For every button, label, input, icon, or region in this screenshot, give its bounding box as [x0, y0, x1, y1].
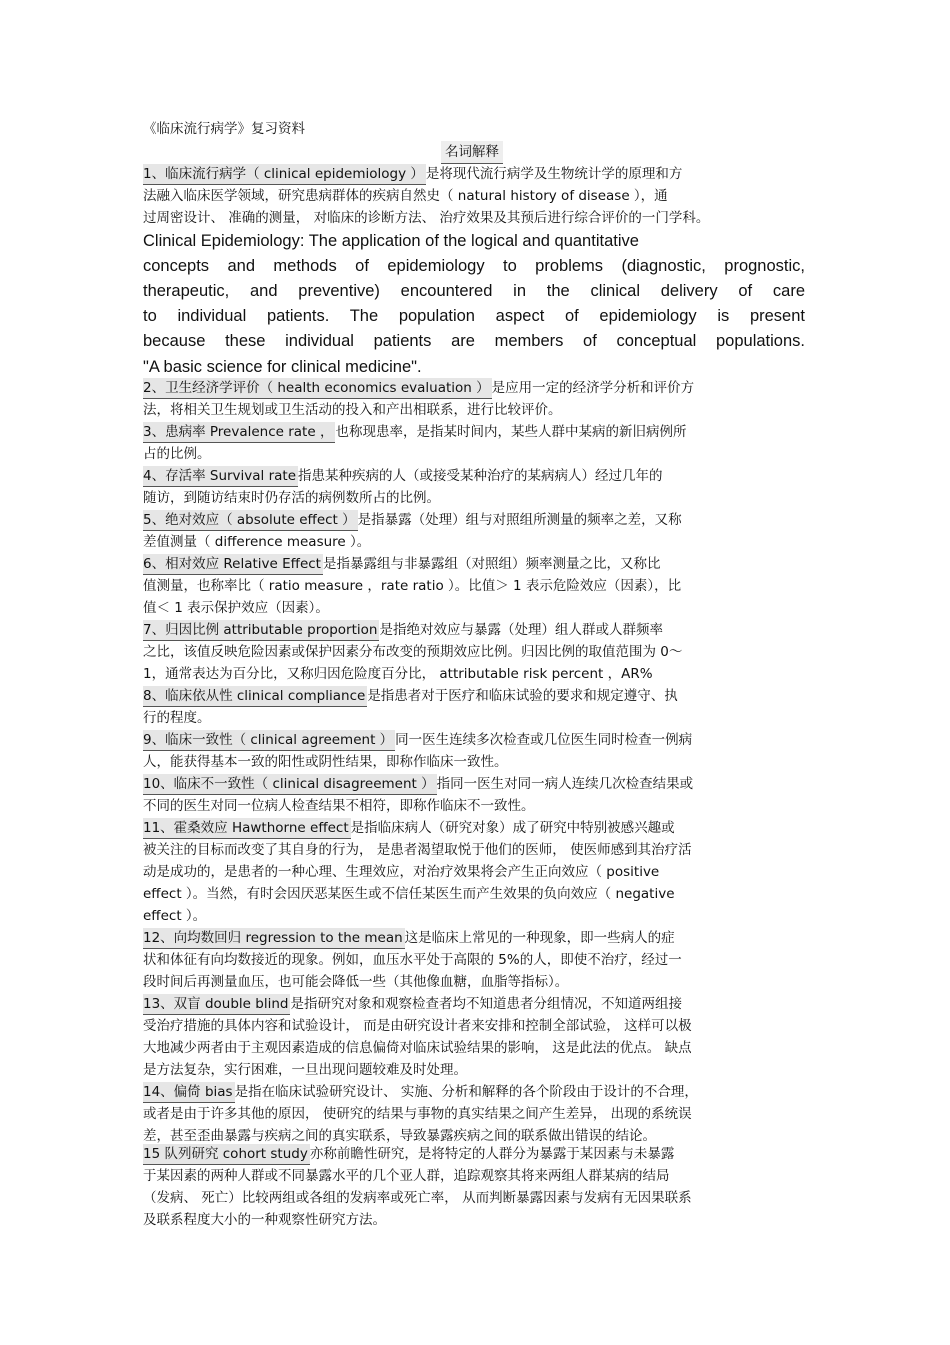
- term-definition-text: 是指患者对于医疗和临床试验的要求和规定遵守、执: [367, 688, 678, 704]
- term-heading: 1、临床流行病学（ clinical epidemiology ）: [143, 164, 426, 185]
- term-entry-line: [143, 377, 808, 399]
- body-text-line: [143, 487, 808, 509]
- term-definition-text: 占的比例。: [143, 446, 211, 462]
- body-text-line: [143, 1209, 808, 1231]
- term-definition-text: 及联系程度大小的一种观察性研究方法。: [143, 1212, 386, 1228]
- term-definition-text: 大地减少两者由于主观因素造成的信息偏倚对临床试验结果的影响， 这是此法的优点。 缺点: [143, 1040, 692, 1056]
- body-text-line: [143, 185, 808, 207]
- term-definition-text: 或者是由于许多其他的原因， 使研究的结果与事物的真实结果之间产生差异， 出现的系统误: [143, 1106, 692, 1122]
- body-text-line: because these individual patients are members of conceptual populations.: [143, 332, 805, 350]
- body-text-line: [143, 883, 808, 905]
- term-definition-text: 是指暴露组与非暴露组（对照组）频率测量之比，又称比: [322, 556, 661, 572]
- body-text-line: [143, 861, 808, 883]
- term-heading: 5、绝对效应（ absolute effect ）: [143, 510, 358, 531]
- term-entry-line: [143, 619, 808, 641]
- term-definition-text: 过周密设计、 准确的测量， 对临床的诊断方法、 治疗效果及其预后进行综合评价的一门学科。: [143, 210, 710, 226]
- body-text-line: [143, 641, 808, 663]
- term-heading: 11、霍桑效应 Hawthorne effect: [143, 818, 351, 839]
- body-text-line: Clinical Epidemiology: The application of the logical and quantitative: [143, 232, 639, 250]
- body-text-line: [143, 1187, 808, 1209]
- term-definition-text: 指患某种疾病的人（或接受某种治疗的某病病人）经过几年的: [298, 468, 663, 484]
- body-text-line: [143, 1165, 808, 1187]
- term-entry-line: [143, 729, 808, 751]
- term-definition-text: 值＜ 1 表示保护效应（因素）。: [143, 600, 329, 616]
- body-text-line: [143, 597, 808, 619]
- term-definition-text: 差值测量（ difference measure ）。: [143, 534, 371, 550]
- body-text-line: [143, 949, 808, 971]
- body-text-line: [143, 839, 808, 861]
- term-definition-text: 受治疗措施的具体内容和试验设计， 而是由研究设计者来安排和控制全部试验， 这样可以极: [143, 1018, 692, 1034]
- term-definition-text: 同一医生连续多次检查或几位医生同时检查一例病: [395, 732, 693, 748]
- term-definition-text: 之比，该值反映危险因素或保护因素分布改变的预期效应比例。归因比例的取值范围为 0～: [143, 644, 683, 660]
- body-text-line: [143, 707, 808, 729]
- term-definition-text: （发病、 死亡）比较两组或各组的发病率或死亡率， 从而判断暴露因素与发病有无因果联系: [143, 1190, 692, 1206]
- term-definition-text: 人，能获得基本一致的阳性或阴性结果，即称作临床一致性。: [143, 754, 508, 770]
- body-text-line: concepts and methods of epidemiology to problems (diagnostic, prognostic,: [143, 257, 805, 275]
- term-entry-line: [143, 773, 808, 795]
- body-text-line: [143, 207, 808, 229]
- term-definition-text: 1，通常表达为百分比，又称归因危险度百分比， attributable risk percent ，AR%: [143, 666, 653, 682]
- body-text-line: [143, 663, 808, 685]
- term-definition-text: 不同的医生对同一位病人检查结果不相符，即称作临床不一致性。: [143, 798, 535, 814]
- body-text-line: therapeutic, and preventive) encountered in the clinical delivery of care: [143, 282, 805, 300]
- term-definition-text: 是方法复杂，实行困难，一旦出现问题较难及时处理。: [143, 1062, 467, 1078]
- term-entry-line: [143, 685, 808, 707]
- term-definition-text: effect ）。: [143, 908, 207, 924]
- term-definition-text: 差，甚至歪曲暴露与疾病之间的真实联系，导致暴露疾病之间的联系做出错误的结论。: [143, 1128, 656, 1144]
- term-definition-text: 被关注的目标而改变了其自身的行为， 是患者渴望取悦于他们的医师， 使医师感到其治疗活: [143, 842, 692, 858]
- term-heading: 15 队列研究 cohort study: [143, 1144, 310, 1165]
- document-title: 《临床流行病学》复习资料: [143, 121, 305, 137]
- term-definition-text: 法融入临床医学领域，研究患病群体的疾病自然史（ natural history of disease ），通: [143, 188, 668, 204]
- term-heading: 8、临床依从性 clinical compliance: [143, 686, 367, 707]
- term-heading: 14、偏倚 bias: [143, 1082, 235, 1103]
- term-definition-text: 随访，到随访结束时仍存活的病例数所占的比例。: [143, 490, 440, 506]
- body-text-line: [143, 443, 808, 465]
- term-definition-text: 指同一医生对同一病人连续几次检查结果或: [436, 776, 694, 792]
- term-definition-text: 是指暴露（处理）组与对照组所测量的频率之差，又称: [357, 512, 682, 528]
- term-entry-line: [143, 465, 808, 487]
- body-text-line: [143, 1103, 808, 1125]
- term-entry-line: [143, 927, 808, 949]
- term-heading: 9、临床一致性（ clinical agreement ）: [143, 730, 395, 751]
- term-entry-line: [143, 421, 808, 443]
- section-heading: 名词解释: [441, 141, 503, 164]
- term-heading: 13、双盲 double blind: [143, 994, 290, 1015]
- term-heading: 7、归因比例 attributable proportion: [143, 620, 379, 641]
- term-entry-line: [143, 1081, 808, 1103]
- term-definition-text: 也称现患率，是指某时间内，某些人群中某病的新旧病例所: [335, 424, 687, 440]
- body-text-line: [143, 795, 808, 817]
- term-definition-text: 是将现代流行病学及生物统计学的原理和方: [425, 166, 683, 182]
- term-definition-text: 亦称前瞻性研究，是将特定的人群分为暴露于某因素与未暴露: [309, 1146, 675, 1162]
- term-definition-text: 是指临床病人（研究对象）成了研究中特别被感兴趣或: [350, 820, 675, 836]
- term-heading: 10、临床不一致性（ clinical disagreement ）: [143, 774, 437, 795]
- body-text-line: [143, 1037, 808, 1059]
- term-entry-line: [143, 509, 808, 531]
- term-definition-text: effect ）。当然，有时会因厌恶某医生或不信任某医生而产生效果的负向效应（ negative: [143, 886, 675, 902]
- body-text-line: [143, 531, 808, 553]
- body-text-line: "A basic science for clinical medicine".: [143, 358, 422, 376]
- term-definition-text: 是指在临床试验研究设计、 实施、分析和解释的各个阶段由于设计的不合理，: [234, 1084, 698, 1100]
- term-heading: 6、相对效应 Relative Effect: [143, 554, 323, 575]
- term-entry-line: [143, 817, 808, 839]
- term-definition-text: 是指绝对效应与暴露（处理）组人群或人群频率: [379, 622, 663, 638]
- term-heading: 3、患病率 Prevalence rate ，: [143, 422, 335, 443]
- body-text-line: [143, 575, 808, 597]
- term-definition-text: 状和体征有向均数接近的现象。例如，血压水平处于高限的 5%的人，即使不治疗，经过一: [143, 952, 682, 968]
- body-text-line: [143, 905, 808, 927]
- term-entry-line: [143, 553, 808, 575]
- body-text-line: [143, 971, 808, 993]
- term-definition-text: 段时间后再测量血压，也可能会降低一些（其他像血糖，血脂等指标）。: [143, 974, 569, 990]
- body-text-line: [143, 1059, 808, 1081]
- term-definition-text: 值测量，也称率比（ ratio measure ，rate ratio ）。比值＞ 1 表示危险效应（因素），比: [143, 578, 682, 594]
- term-entry-line: [143, 163, 808, 185]
- term-definition-text: 这是临床上常见的一种现象，即一些病人的症: [404, 930, 675, 946]
- body-text-line: [143, 751, 808, 773]
- term-definition-text: 于某因素的两种人群或不同暴露水平的几个亚人群，追踪观察其将来两组人群某病的结局: [143, 1168, 670, 1184]
- term-heading: 12、向均数回归 regression to the mean: [143, 928, 405, 949]
- term-definition-text: 动是成功的，是患者的一种心理、生理效应，对治疗效果将会产生正向效应（ positive: [143, 864, 660, 880]
- body-text-line: [143, 1015, 808, 1037]
- term-definition-text: 行的程度。: [143, 710, 211, 726]
- term-entry-line: [143, 1143, 808, 1165]
- term-definition-text: 是指研究对象和观察检查者均不知道患者分组情况，不知道两组接: [290, 996, 682, 1012]
- body-text-line: to individual patients. The population aspect of epidemiology is present: [143, 307, 805, 325]
- term-definition-text: 法，将相关卫生规划或卫生活动的投入和产出相联系，进行比较评价。: [143, 402, 562, 418]
- term-heading: 2、卫生经济学评价（ health economics evaluation ）: [143, 378, 492, 399]
- term-entry-line: [143, 993, 808, 1015]
- term-heading: 4、存活率 Survival rate: [143, 466, 298, 487]
- term-definition-text: 是应用一定的经济学分析和评价方: [491, 380, 695, 396]
- body-text-line: [143, 399, 808, 421]
